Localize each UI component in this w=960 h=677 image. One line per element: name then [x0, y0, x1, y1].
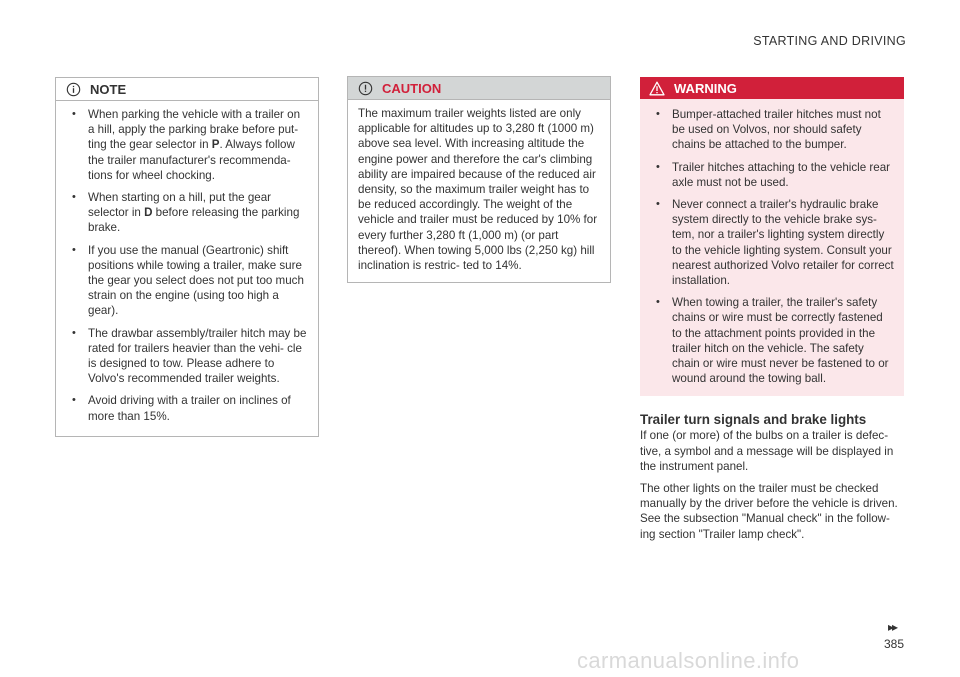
note-header: [56, 77, 318, 101]
watermark: carmanualsonline.info: [577, 648, 800, 673]
caution-box: [347, 76, 611, 283]
note-column: [55, 77, 319, 437]
list-item: • Bumper-attached trailer hitches must not be used on Volvos, nor should safety chains be attached to the bumper.: [650, 107, 894, 153]
list-item: • Avoid driving with a trailer on inclines of more than 15%.: [66, 393, 308, 423]
caution-header: [348, 76, 610, 100]
note-title: NOTE: [90, 81, 127, 97]
info-icon: [56, 82, 90, 97]
warning-list: [650, 107, 894, 386]
warning-box: [640, 77, 904, 396]
note-list: [66, 107, 308, 424]
list-item: • When starting on a hill, put the gear selector in D before releasing the parking brake.: [66, 190, 308, 236]
next-page-arrows-icon: ▸▸: [888, 620, 897, 634]
section-header: STARTING AND DRIVING: [753, 34, 906, 48]
caution-column: [347, 77, 611, 283]
caution-title: CAUTION: [382, 80, 442, 96]
warning-triangle-icon: [640, 81, 674, 96]
warning-title: WARNING: [674, 80, 737, 96]
caution-exclamation-icon: [348, 81, 382, 96]
warning-body: [640, 99, 904, 396]
note-box: [55, 77, 319, 437]
list-item: • The drawbar assembly/trailer hitch may be rated for trailers heavier than the vehi- cle is designed to tow. Please adhere to Volvo's recommended trailer weights.: [66, 326, 308, 387]
page-number: 385: [884, 637, 905, 651]
list-item: • Trailer hitches attaching to the vehicle rear axle must not be used.: [650, 160, 894, 190]
section-paragraph: If one (or more) of the bulbs on a trailer is defec- tive, a symbol and a message will be displayed in the instrument panel.: [640, 429, 894, 473]
caution-body: The maximum trailer weights listed are only applicable for altitudes up to 3,280 ft (1000 m) above sea level. With increasing altitude the engine power and therefore the car's climbing ability are impaired because of the reduced air density, so the maximum trailer weight has to be reduced accordingly. The weight of the vehicle and trailer must be reduced by 10% for every further 3,280 ft (1,000 m) (or part thereof). When towing 5,000 lbs (2,250 kg) hill inclination is restric- ted to 14%.: [358, 107, 598, 273]
list-item: • When towing a trailer, the trailer's safety chains or wire must be correctly fastened to the attachment points provided in the trailer hitch on the vehicle. The safety chain or wire must never be fastened to or wound around the towing ball.: [650, 295, 894, 386]
section-paragraph: The other lights on the trailer must be checked manually by the driver before the vehicle is driven. See the subsection "Manual check" in the follow- ing section "Trailer lamp check".: [640, 482, 898, 541]
list-item: • If you use the manual (Geartronic) shift positions while towing a trailer, make sure the gear you select does not put too much strain on the engine (using too high a gear).: [66, 243, 308, 319]
warning-column: [640, 77, 904, 549]
warning-header: [640, 77, 904, 99]
list-item: • Never connect a trailer's hydraulic brake system directly to the vehicle brake sys- tem, nor a trailer's lighting system directly to the vehicle lighting system. Consult your nearest authorized Volvo retailer for correct installation.: [650, 197, 894, 288]
note-body: [56, 101, 318, 436]
list-item: • When parking the vehicle with a trailer on a hill, apply the parking brake before put- ting the gear selector in P. Always follow the trailer manufacturer's recommenda- tions for wheel chocking.: [66, 107, 308, 183]
section-title: Trailer turn signals and brake lights: [640, 412, 867, 428]
